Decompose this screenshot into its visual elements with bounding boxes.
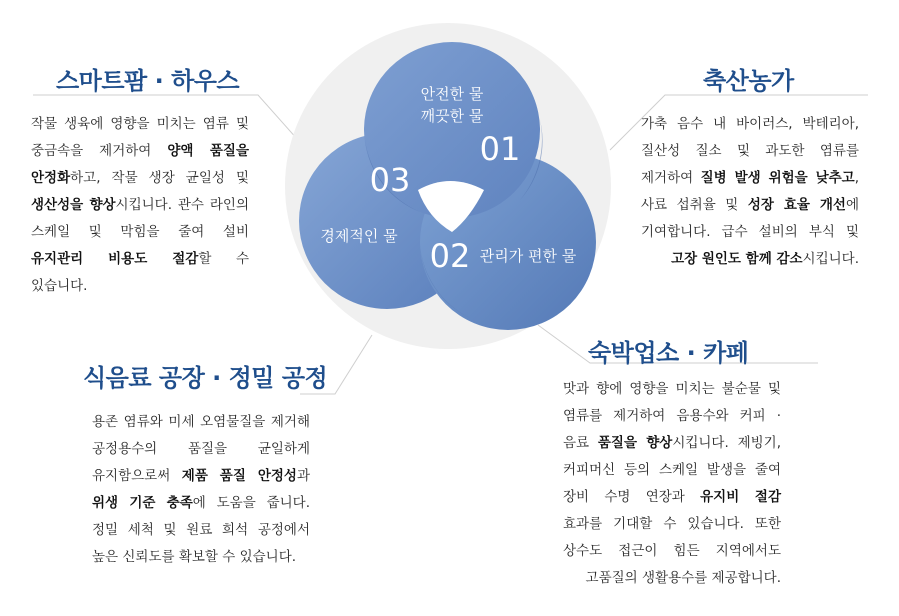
emphasis-text: 유지관리 비용도 절감 (31, 251, 199, 267)
petal-01-label-line1: 안전한 물 (420, 85, 484, 103)
emphasis-text: 위생 기준 충족 (92, 495, 193, 511)
petal-01-number: 01 (479, 130, 521, 168)
body-line: 질산성 질소 및 과도한 염류를 (641, 143, 859, 159)
petal-02-label: 관리가 편한 물 (479, 247, 577, 265)
emphasis-text: 제품 품질 안정성 (181, 468, 297, 484)
petal-01-label-line2: 깨끗한 물 (420, 107, 484, 125)
emphasis-text: 질병 발생 위험을 낮추고 (700, 170, 855, 186)
body-line: 중금속을 제거하여 양액 품질을 (31, 143, 249, 159)
body-line: 공정용수의 품질을 균일하게 (92, 441, 310, 457)
body-line: 음료 품질을 향상시킵니다. 제빙기, (563, 435, 781, 451)
petal-02-number: 02 (429, 237, 471, 275)
livestock-body (641, 111, 859, 273)
emphasis-text: 성장 효율 개선 (747, 197, 846, 213)
body-line: 스케일 및 막힘을 줄여 설비 (31, 224, 249, 240)
body-line: 생산성을 향상시킵니다. 관수 라인의 (31, 197, 249, 213)
body-line: 염류를 제거하여 음용수와 커피 · (563, 408, 781, 424)
emphasis-text: 양액 품질을 (167, 143, 249, 159)
body-line: 위생 기준 충족에 도움을 줍니다. (92, 495, 310, 511)
emphasis-text: 유지비 절감 (700, 489, 781, 505)
body-line: 가축 음수 내 바이러스, 박테리아, (641, 116, 859, 132)
food-factory-body (92, 409, 310, 571)
petal-03-number: 03 (369, 161, 411, 199)
body-line: 커피머신 등의 스케일 발생을 줄여 (563, 462, 781, 478)
body-line: 있습니다. (31, 278, 88, 294)
body-line: 효과를 기대할 수 있습니다. 또한 (563, 516, 781, 532)
emphasis-text: 안정화 (31, 170, 71, 186)
body-line: 사료 섭취율 및 성장 효율 개선에 (641, 197, 859, 213)
emphasis-text: 품질을 향상 (597, 435, 673, 451)
body-line: 유지함으로써 제품 품질 안정성과 (92, 468, 310, 484)
body-line: 정밀 세척 및 원료 희석 공정에서 (92, 522, 310, 538)
emphasis-text: 생산성을 향상 (31, 197, 116, 213)
body-line: 고품질의 생활용수를 제공합니다. (585, 570, 781, 586)
body-line: 유지관리 비용도 절감할 수 (31, 251, 249, 267)
smart-farm-body (31, 111, 249, 300)
body-line: 안정화하고, 작물 생장 균일성 및 (31, 170, 249, 186)
lodging-cafe-title: 숙박업소 · 카페 (588, 339, 749, 367)
body-line: 작물 생육에 영향을 미치는 염류 및 (31, 116, 249, 132)
body-line: 높은 신뢰도를 확보할 수 있습니다. (92, 549, 297, 565)
lodging-cafe-body (563, 376, 781, 592)
petal-03-label: 경제적인 물 (320, 227, 398, 245)
food-factory-title: 식음료 공장 · 정밀 공정 (83, 364, 328, 392)
emphasis-text: 고장 원인도 함께 감소 (671, 251, 803, 267)
body-line: 맛과 향에 영향을 미치는 불순물 및 (563, 381, 781, 397)
body-line: 제거하여 질병 발생 위험을 낮추고, (641, 170, 859, 186)
body-line: 상수도 접근이 힘든 지역에서도 (563, 543, 781, 559)
body-line: 기여합니다. 급수 설비의 부식 및 (641, 224, 859, 240)
body-line: 장비 수명 연장과 유지비 절감 (563, 489, 781, 505)
body-line: 용존 염류와 미세 오염물질을 제거해 (92, 414, 310, 430)
smart-farm-title: 스마트팜 · 하우스 (56, 67, 240, 95)
body-line: 고장 원인도 함께 감소시킵니다. (671, 251, 859, 267)
livestock-title: 축산농가 (703, 67, 794, 95)
